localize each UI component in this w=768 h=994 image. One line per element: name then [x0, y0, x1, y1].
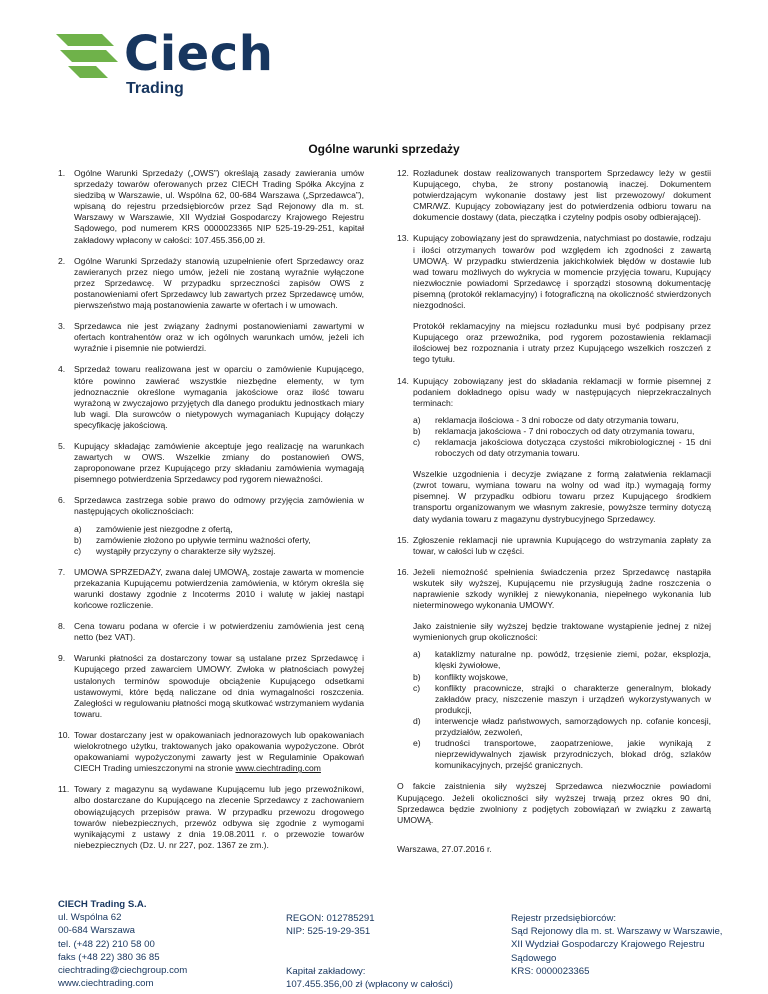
term-number: 2. [58, 255, 66, 266]
sub-letter: b) [413, 671, 421, 682]
term-text: Towary z magazynu są wydawane Kupującemu lub jego przewoźnikowi, albo dostarczane do Kupującego na zlecenie Sprzedawcy z zachowaniem obowiązujących przepisów prawa. W przypadku przewozu drogowego towarów niebezpiecznych, przewóz odbywa się zgodnie z wymogami wynikającymi z ustawy z dnia 19.08.2011 r. o przewozie towarów niebezpiecznych (Dz. U. nr 227, poz. 1367 ze zm.). [74, 784, 364, 850]
term-item-2 [58, 256, 364, 311]
term-number: 8. [58, 621, 66, 632]
term-item-8 [58, 621, 364, 643]
footer-division-cont: Sądowego [511, 952, 557, 964]
term-paragraph [413, 621, 711, 771]
term-number: 9. [58, 653, 66, 664]
term-number: 6. [58, 495, 66, 506]
sub-list [413, 649, 711, 771]
term-number: 14. [397, 375, 409, 386]
term-item-9 [58, 653, 364, 720]
term-item-16 [397, 567, 711, 611]
footer-address: ul. Wspólna 62 [58, 912, 122, 924]
term-text: UMOWA SPRZEDAŻY, zwana dalej UMOWĄ, zostaje zawarta w momencie przekazania Kupującemu potwierdzenia zamówienia, w którym określa się warunki dostawy zgodnie z Incoterms 2010 i walutę w jakiej nastąpi końcowe rozliczenie. [74, 566, 364, 611]
sub-letter: d) [413, 715, 421, 726]
sub-list-item [74, 535, 364, 546]
sub-list-item [413, 426, 711, 437]
term-item-5 [58, 441, 364, 485]
term-item-14 [397, 376, 711, 460]
sub-list-item [413, 415, 711, 426]
term-text: Zgłoszenie reklamacji nie uprawnia Kupującego do wstrzymania zapłaty za towar, w całości lub w części. [413, 534, 711, 556]
sub-text: kataklizmy naturalne np. powódź, trzęsienie ziemi, pożar, eksplozja, klęski żywiołowe, [435, 649, 711, 671]
footer-nip: NIP: 525-19-29-351 [286, 926, 371, 938]
sub-list-item [413, 437, 711, 459]
term-item-4 [58, 364, 364, 431]
sub-letter: b) [74, 534, 82, 545]
footer-company-name: CIECH Trading S.A. [58, 899, 147, 910]
term-item-6 [58, 495, 364, 556]
term-number: 1. [58, 168, 66, 178]
term-text: Cena towaru podana w ofercie i w potwierdzeniu zamówienia jest ceną netto (bez VAT). [74, 621, 364, 643]
footer-email-link[interactable]: ciechtrading@ciechgroup.com [58, 965, 188, 977]
logo-subtitle: Trading [126, 80, 184, 97]
footer-registration-info [286, 912, 453, 991]
footer-fax: faks (+48 22) 380 36 85 [58, 951, 160, 963]
sub-letter: c) [74, 545, 82, 556]
company-logo [50, 26, 274, 100]
term-number: 13. [397, 233, 409, 244]
terms-left-column [58, 168, 364, 861]
term-item-15 [397, 535, 711, 557]
term-item-3 [58, 321, 364, 354]
sub-letter: a) [413, 414, 421, 425]
sub-letter: c) [413, 682, 421, 693]
sub-list-item [413, 649, 711, 671]
footer-postal: 00-684 Warszawa [58, 925, 135, 937]
term-item-10 [58, 730, 364, 774]
term-number: 4. [58, 364, 66, 375]
sub-text: konflikty pracownicze, strajki o charakterze generalnym, blokady zakładów pracy, niszczenie maszyn i urządzeń wykorzystywanych w produkcji, [435, 682, 711, 715]
sub-list-item [413, 738, 711, 771]
term-text: Sprzedawca nie jest związany żadnymi postanowieniami zawartymi w ofertach kontrahentów oraz w ich ogólnych warunkach umów, jeżeli ich wyraźnie i pisemnie nie potwierdzi. [74, 321, 364, 354]
term-number: 3. [58, 321, 66, 332]
term-text: Sprzedawca zastrzega sobie prawo do odmowy przyjęcia zamówienia w następujących okolicznościach: [74, 495, 364, 517]
term-number: 11. [58, 784, 70, 795]
sub-text: zamówienie złożono po upływie terminu ważności oferty, [96, 534, 311, 545]
footer-capital-label: Kapitał zakładowy: [286, 965, 366, 977]
footer-register-label: Rejestr przedsiębiorców: [511, 913, 617, 924]
sub-letter: c) [413, 436, 421, 447]
sub-list [413, 415, 711, 459]
sub-text: konflikty wojskowe, [435, 671, 509, 682]
term-paragraph-text: Jako zaistnienie siły wyższej będzie traktowane wystąpienie jednej z niżej wymienionych grup okoliczności: [413, 621, 711, 643]
place-and-date: Warszawa, 27.07.2016 r. [397, 843, 492, 854]
term-item-1 [58, 168, 364, 246]
term-number: 16. [397, 566, 409, 577]
sub-letter: b) [413, 425, 421, 436]
sub-text: trudności transportowe, zaopatrzeniowe, jakie wynikają z nieprzewidywalnych zjawisk przyrodniczych, blokad dróg, szlaków komunikacyjnych, przejść granicznych. [435, 738, 711, 771]
term-item-13 [397, 233, 711, 311]
sub-list-item [413, 716, 711, 738]
sub-letter: e) [413, 738, 421, 749]
term-item-11 [58, 784, 364, 851]
term-text: Towar dostarczany jest w opakowaniach jednorazowych lub opakowaniach wielokrotnego użytku, traktowanych jako opakowania wypożyczone. Obrót opakowaniami wypożyczonymi zawarty jest w Regulaminie Opakowań CIECH Trading umieszczonymi na stronie [74, 729, 364, 774]
sub-text: reklamacja jakościowa - 7 dni roboczych od daty otrzymania towaru, [435, 425, 695, 436]
footer-court-register [511, 912, 731, 978]
footer-phone: tel. (+48 22) 210 58 00 [58, 938, 155, 950]
term-text: Kupujący zobowiązany jest do sprawdzenia, natychmiast po dostawie, rodzaju i ilości otrzymanych towarów pod względem ich zgodności z zawartą UMOWĄ. W przypadku stwierdzenia jakichkolwiek błędów w dostawie lub wad towaru możliwych do wykrycia w momencie przyjęcia towaru, Kupujący niezwłocznie powiadomi Sprzedawcę i sporządzi stosowną dokumentację pisemną (protokół reklamacyjny) i fotograficzną na okoliczność stwierdzonych niezgodności. [413, 233, 711, 311]
term-number: 15. [397, 534, 409, 545]
sub-list-item [74, 524, 364, 535]
term-text: Ogólne Warunki Sprzedaży stanowią uzupełnienie ofert Sprzedawcy oraz zawieranych przez niego umów, jeżeli nie zostaną wyraźnie wyłączone przez Sprzedawcę. W przypadku sprzeczności zapisów OWS z postanowieniami ofert Sprzedawcy lub zawartych przez Sprzedawcę umów, pierwszeństwo mają postanowienia zawarte w ofertach i w umowach. [74, 255, 364, 311]
term-paragraph: Wszelkie uzgodnienia i decyzje związane z formą załatwienia reklamacji (zwrot towaru, wymiana towaru na wolny od wad itp.) wymagają formy pisemnej. W przypadku odbioru towaru przez Kupującego środkiem transportu organizowanym we własnym zakresie, powyższe terminy dotyczą daty wydania towaru z magazynu dystrybucyjnego Sprzedawcy. [413, 469, 711, 524]
footer-division: XII Wydział Gospodarczy Krajowego Rejestru [511, 939, 705, 951]
sub-letter: a) [74, 523, 82, 534]
term-text: Kupujący zobowiązany jest do składania reklamacji w formie pisemnej z podaniem dokładnego opisu wady w następujących nieprzekraczalnych terminach: [413, 375, 711, 408]
term-text: Kupujący składając zamówienie akceptuje jego realizację na warunkach zawartych w OWS. Wszelkie zmiany do postanowień OWS, zaproponowane przez Kupującego przy składaniu zamówienia wymagają pisemnego potwierdzenia Sprzedawcy pod rygorem nieważności. [74, 440, 364, 485]
force-majeure-paragraph: O fakcie zaistnienia siły wyższej Sprzedawca niezwłocznie powiadomi Kupującego. Jeżeli okoliczności siły wyższej trwają przez okres 90 dni, Sprzedawca będzie zwolniony z podjętych zobowiązań w związku z zawartą UMOWĄ. [397, 781, 711, 825]
footer-regon: REGON: 012785291 [286, 913, 375, 924]
sub-list-item [413, 672, 711, 683]
logo-wordmark: Ciech [124, 26, 274, 82]
footer-capital-value: 107.455.356,00 zł (wpłacony w całości) [286, 978, 453, 990]
terms-right-column [397, 168, 711, 865]
term-number: 7. [58, 566, 66, 577]
term-text: Jeżeli niemożność spełnienia świadczenia przez Sprzedawcę nastąpiła wskutek siły wyższej, Kupującemu nie przysługują żadne roszczenia o naprawienie szkody wynikłej z niewykonania, niepełnego wykonania lub nieterminowego wykonania UMOWY. [413, 566, 711, 611]
sub-text: zamówienie jest niezgodne z ofertą, [96, 523, 233, 534]
term-item-7 [58, 567, 364, 611]
ciech-logo-mark-icon [50, 28, 120, 98]
document-title: Ogólne warunki sprzedaży [308, 142, 460, 156]
term-text: Warunki płatności za dostarczony towar są ustalane przez Sprzedawcę i Kupującego przed zawarciem UMOWY. Zwłoka w płatnościach powyżej ustalonych terminów spowoduje obciążenie Kupującego odsetkami ustawowymi, które będą naliczane od dnia wymagalności roszczenia. Zaległości w regulowaniu płatności mogą skutkować wstrzymaniem wydania towaru. [74, 653, 364, 719]
website-link[interactable]: www.ciechtrading.com [235, 763, 321, 774]
term-text: Ogólne Warunki Sprzedaży („OWS”) określają zasady zawierania umów sprzedaży towarów oferowanych przez CIECH Trading Spółka Akcyjna z siedzibą w Warszawie, ul. Wspólna 62, 00-684 Warszawa („Sprzedawca”), wpisaną do rejestru przedsiębiorców przez Sąd Rejonowy dla m. st. Warszawy w Warszawie, XII Wydział Gospodarczy Krajowego Rejestru Sądowego, pod numerem KRS 0000023365 NIP 525-19-29-251, kapitał zakładowy wpłacony w całości: 107.455.356,00 zł. [74, 168, 364, 245]
sub-letter: a) [413, 649, 421, 660]
term-number: 5. [58, 440, 66, 451]
term-item-12 [397, 168, 711, 223]
footer-court: Sąd Rejonowy dla m. st. Warszawy w Warszawie, [511, 926, 723, 938]
term-number: 12. [397, 168, 409, 178]
term-text: Rozładunek dostaw realizowanych transportem Sprzedawcy leży w gestii Kupującego, chyba, że strony postanowią inaczej. Dokumentem potwierdzającym wykonanie dostawy jest list przewozowy/ dokument CMR/WZ. Kupujący zobowiązany jest do potwierdzenia odbioru towaru na dokumencie dostawy (data, pieczątka i czytelny podpis osoby odbierającej). [413, 168, 711, 223]
footer-krs: KRS: 0000023365 [511, 965, 590, 977]
sub-text: reklamacja jakościowa dotycząca czystości mikrobiologicznej - 15 dni roboczych od daty otrzymania towaru. [435, 436, 711, 459]
sub-list [74, 524, 364, 557]
footer-company-info [58, 898, 187, 990]
sub-list-item [74, 546, 364, 557]
term-number: 10. [58, 729, 70, 740]
footer-website-link[interactable]: www.ciechtrading.com [58, 978, 154, 990]
sub-text: wystąpiły przyczyny o charakterze siły wyższej. [96, 545, 276, 556]
term-text: Sprzedaż towaru realizowana jest w oparciu o zamówienie Kupującego, które powinno zawierać wszystkie niezbędne elementy, w tym jednoznacznie określone wymagania jakościowe oraz ilość towaru wyrażoną w zwyczajowo przyjętych dla danego produktu jednostkach miary lub wagi. Dla surowców o nietypowych wymaganiach Kupujący dołączy specyfikację jakościową. [74, 364, 364, 430]
term-paragraph: Protokół reklamacyjny na miejscu rozładunku musi być podpisany przez Kupującego oraz przewoźnika, pod rygorem pozostawienia reklamacji ilościowej bez rozpoznania i utraty przez Kupującego wszelkich roszczeń z tego tytułu. [413, 321, 711, 365]
sub-list-item [413, 683, 711, 716]
sub-text: interwencje władz państwowych, samorządowych np. cofanie koncesji, przydziałów, zezwoleń, [435, 715, 711, 738]
sub-text: reklamacja ilościowa - 3 dni robocze od daty otrzymania towaru, [435, 414, 679, 425]
